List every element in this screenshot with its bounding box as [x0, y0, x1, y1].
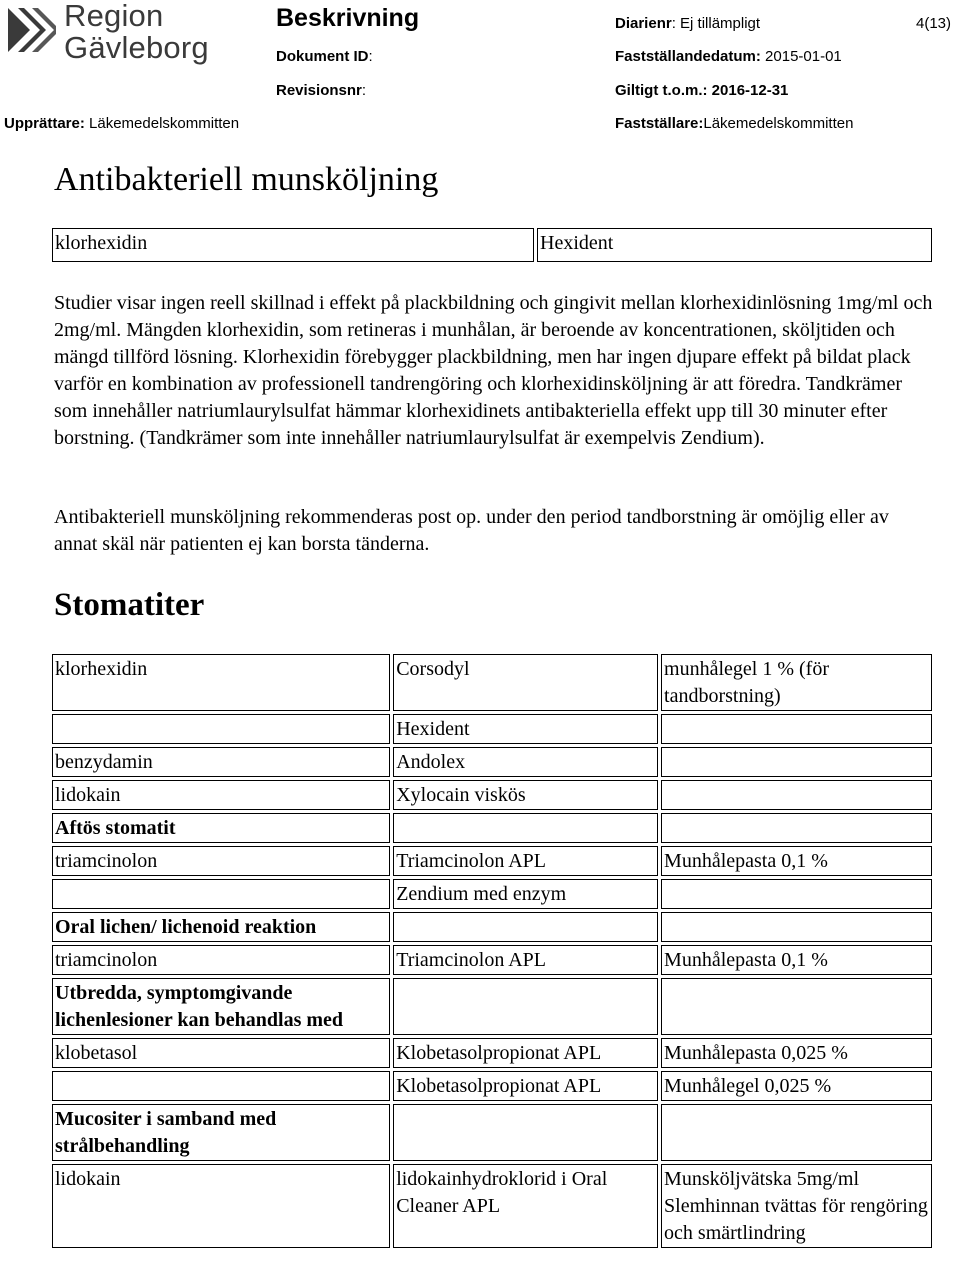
upprattare-label: Upprättare: — [4, 115, 85, 132]
paragraph-klorhexidin-studier: Studier visar ingen reell skillnad i effekt på plackbildning och gingivit mellan klorhexidinlösning 1mg/ml och 2mg/ml. Mängden klorhexidin, som retineras i munhålan, är beroende av koncentrationen, sköljtiden och mängd tillförd lösning. Klorhexidin förebygger plackbildning, men har ingen djupare effekt på bildat plack varför en kombination av professionell tandrengöring och klorhexidinsköljning är att föredra. Tandkrämer som innehåller natriumlaurylsulfat hämmar klorhexidinets antibakteriella effekt upp till 30 minuter efter borstning. (Tandkrämer som inte innehåller natriumlaurylsulfat är exempelvis Zendium). — [54, 292, 933, 449]
table-cell: lidokain — [52, 1164, 390, 1248]
table-cell — [52, 813, 390, 843]
table-cell — [52, 879, 390, 909]
table-cell: benzydamin — [52, 747, 390, 777]
section-title-stomatiter: Stomatiter — [54, 587, 205, 623]
table-cell: lidokainhydroklorid i Oral Cleaner APL — [393, 1164, 658, 1248]
upprattare-value: Läkemedelskommitten — [84, 115, 240, 132]
table-cell — [661, 747, 932, 777]
table-row — [52, 945, 932, 975]
paragraph-post-op: Antibakteriell munsköljning rekommenderas post op. under den period tandborstning är omöjlig eller av annat skäl när patienten ej kan borsta tänderna. — [54, 506, 889, 555]
table-cell — [52, 912, 390, 942]
table-row — [52, 1104, 932, 1161]
table-cell: Zendium med enzym — [393, 879, 658, 909]
table-cell: munhålegel 1 % (för tandborstning) — [661, 654, 932, 711]
table-cell — [52, 978, 390, 1035]
table-cell: Munhålepasta 0,1 % — [661, 846, 932, 876]
table-row — [52, 879, 932, 909]
region-gavleborg-logo — [4, 0, 216, 68]
upprattare-field — [4, 115, 239, 132]
faststallare-field — [615, 115, 853, 132]
table-cell — [52, 1071, 390, 1101]
subheading-mucositer: Mucositer i samband med strålbehandling — [55, 1108, 277, 1157]
table-cell: klorhexidin — [52, 654, 390, 711]
table-cell — [661, 912, 932, 942]
giltigt-value: : 2016-12-31 — [702, 82, 789, 99]
table-row — [52, 747, 932, 777]
table-cell — [661, 879, 932, 909]
table-cell: Triamcinolon APL — [393, 945, 658, 975]
page-number: 4(13) — [916, 15, 952, 32]
document-id-field — [276, 48, 373, 65]
table-row — [52, 978, 932, 1035]
munskoljning-table — [49, 225, 935, 265]
table-cell: klobetasol — [52, 1038, 390, 1068]
table-cell: triamcinolon — [52, 846, 390, 876]
table-cell: Hexident — [537, 228, 932, 262]
table-cell — [52, 714, 390, 744]
table-row — [52, 228, 932, 262]
table-cell — [52, 1104, 390, 1161]
table-row — [52, 654, 932, 711]
table-cell: Xylocain viskös — [393, 780, 658, 810]
faststallandedatum-field — [615, 48, 842, 65]
faststallandedatum-value: 2015-01-01 — [760, 48, 842, 65]
table-row — [52, 846, 932, 876]
table-cell: Munhålepasta 0,1 % — [661, 945, 932, 975]
revisionsnr-value: : — [361, 82, 367, 99]
diarienr-value: : Ej tillämpligt — [671, 15, 761, 32]
logo-text-region: Region — [64, 0, 164, 33]
table-cell — [661, 1104, 932, 1161]
table-cell: Triamcinolon APL — [393, 846, 658, 876]
document-id-label: Dokument ID — [276, 48, 369, 65]
table-cell: Hexident — [393, 714, 658, 744]
table-cell: lidokain — [52, 780, 390, 810]
table-cell — [661, 780, 932, 810]
table-row — [52, 813, 932, 843]
region-logo-mark-icon — [4, 4, 56, 60]
table-cell: Klobetasolpropionat APL — [393, 1038, 658, 1068]
stomatiter-table — [49, 651, 935, 1251]
subheading-oral-lichen: Oral lichen/ lichenoid reaktion — [55, 916, 317, 938]
table-cell: Andolex — [393, 747, 658, 777]
giltigt-label: Giltigt t.o.m. — [615, 82, 703, 99]
table-row — [52, 1071, 932, 1101]
table-row — [52, 714, 932, 744]
table-cell: Munhålegel 0,025 % — [661, 1071, 932, 1101]
table-cell: Munhålepasta 0,025 % — [661, 1038, 932, 1068]
subheading-aftos-stomatit: Aftös stomatit — [55, 817, 176, 839]
table-row — [52, 1164, 932, 1248]
table-cell — [661, 978, 932, 1035]
subheading-utbredda-lichenlesioner: Utbredda, symptomgivande lichenlesioner kan behandlas med — [55, 982, 344, 1031]
faststallandedatum-label: Fastställandedatum: — [615, 48, 761, 65]
table-cell — [393, 912, 658, 942]
table-cell: klorhexidin — [52, 228, 534, 262]
table-cell: Corsodyl — [393, 654, 658, 711]
revisionsnr-field — [276, 82, 366, 99]
table-cell — [393, 813, 658, 843]
table-row — [52, 780, 932, 810]
table-cell — [393, 978, 658, 1035]
section-title-munskoljning: Antibakteriell munsköljning — [54, 161, 439, 198]
table-cell: Klobetasolpropionat APL — [393, 1071, 658, 1101]
table-row — [52, 912, 932, 942]
table-cell — [661, 813, 932, 843]
faststallare-label: Fastställare: — [615, 115, 704, 132]
table-cell — [393, 1104, 658, 1161]
table-cell: Munsköljvätska 5mg/ml Slemhinnan tvättas för rengöring och smärtlindring — [661, 1164, 932, 1248]
table-cell — [661, 714, 932, 744]
revisionsnr-label: Revisionsnr — [276, 82, 362, 99]
diarienr-field — [615, 15, 760, 32]
document-type: Beskrivning — [276, 4, 420, 32]
giltigt-field — [615, 82, 788, 99]
diarienr-label: Diarienr — [615, 15, 672, 32]
table-cell: triamcinolon — [52, 945, 390, 975]
faststallare-value: Läkemedelskommitten — [703, 115, 854, 132]
document-id-value: : — [368, 48, 373, 65]
logo-text-gavleborg: Gävleborg — [64, 30, 209, 65]
table-row — [52, 1038, 932, 1068]
